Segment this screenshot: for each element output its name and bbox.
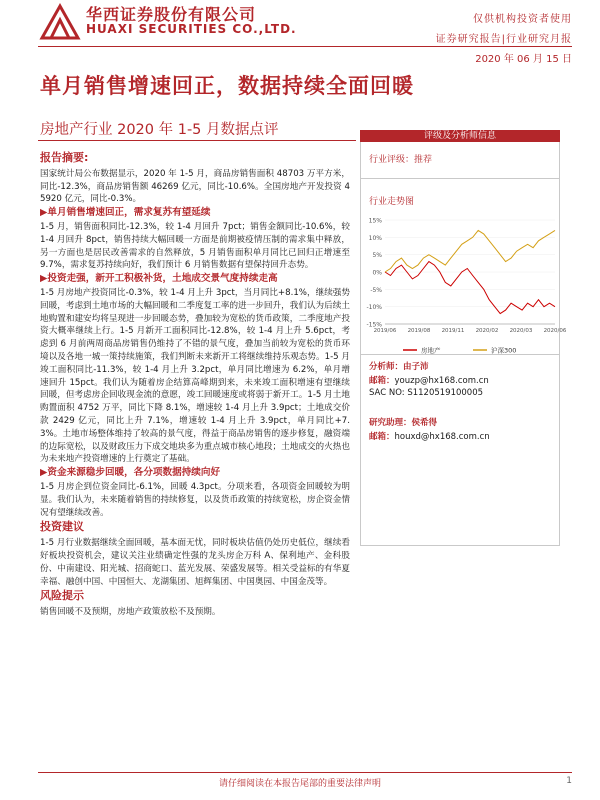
investment-advice-paragraph: 1-5 月行业数据继续全面回暖，基本面无忧，同时板块估值仍处历史低位，继续看好板块投资机会，建议关注业绩确定性强的龙头房企万科 A、保利地产、金科股份、中南建设、阳光城、招商蛇口、蓝光发展、荣盛发展等。相关受益标的有华夏幸福、融创中国、中国恒大、龙湖集团、旭辉集团、中国奥园、中国金茂等。 [40,538,350,587]
assistant-email[interactable]: houxd@hx168.com.cn [394,432,490,442]
risk-paragraph: 销售回暖不及预期，房地产政策放松不及预期。 [40,607,221,618]
company-name-cn: 华西证券股份有限公司 [86,5,257,24]
y-tick-label: -15% [366,321,382,329]
analyst-line [369,360,429,372]
subtitle-divider [38,140,356,141]
x-tick-label: 2019/11 [441,328,465,334]
bullet-sales: ▶单月销售增速回正，需求复苏有望延续 [40,207,211,219]
industry-rating: 行业评级：推荐 [369,155,433,165]
report-type-tag: 证券研究报告|行业研究月报 [435,34,572,45]
company-logo-icon [38,2,82,42]
report-subtitle: 房地产行业 2020 年 1-5 月数据点评 [40,122,279,138]
y-tick-label: 5% [372,252,382,260]
report-date: 2020 年 06 月 15 日 [475,54,572,65]
rating-divider [361,178,559,179]
footer-divider [38,772,572,773]
sales-paragraph: 1-5 月，销售面积同比-12.3%，较 1-4 月回升 7pct；销售金额同比-10.6%，较 1-4 月回升 8pct，销售持续大幅回暖一方面是前期被疫情压制的需求集中释放，另一方面也是居民改善需求的自然释放，5 月销售面积单月同比已回归正增速至 9.7%，需求复苏持续向好，我们预计 6 月销售数据有望保持回升态势。 [40,221,350,271]
x-tick-label: 2020/06 [543,328,567,334]
legal-notice: 请仔细阅读在本报告尾部的重要法律声明 [218,779,381,789]
analyst-label: 分析师： [369,362,404,372]
y-tick-label: -10% [366,304,382,312]
assistant-line [369,416,437,428]
header-divider [38,46,572,47]
summary-paragraph: 国家统计局公布数据显示，2020 年 1-5 月，商品房销售面积 48703 万平方米，同比-12.3%，商品房销售额 46269 亿元，同比-10.6%。全国房地产开发投资 45920 亿元，同比-0.3%。 [40,168,350,205]
series-line-1 [385,262,555,314]
audience-tag: 仅供机构投资者使用 [473,14,572,25]
company-name-en: HUAXI SECURITIES CO.,LTD. [86,22,297,36]
rating-panel-header: 评级及分析师信息 [360,130,560,142]
investment-advice-heading: 投资建议 [40,520,84,534]
analyst-name: 由子沛 [403,362,429,372]
x-tick-label: 2020/03 [509,328,533,334]
assistant-name: 侯希得 [411,418,438,428]
report-title: 单月销售增速回正，数据持续全面回暖 [40,74,414,98]
analyst-sac: SAC NO: S1120519100005 [369,388,484,398]
analyst-email-line [369,374,489,386]
y-tick-label: 0% [372,269,382,277]
analyst-email-label: 邮箱： [369,376,395,386]
x-tick-label: 2019/08 [407,328,431,334]
funding-paragraph: 1-5 月房企到位资金同比-6.1%，回暖 4.3pct。分项来看，各项资金回暖较为明显。我们认为，未来随着销售的持续修复，以及货币政策的持续宽松，房企资金情况有望继续改善。 [40,481,350,518]
risk-heading: 风险提示 [40,589,84,603]
x-tick-label: 2020/02 [475,328,499,334]
assistant-email-label: 邮箱： [369,432,395,442]
assistant-label: 研究助理： [369,418,412,428]
page-number: 1 [566,776,572,786]
trend-chart [363,212,567,364]
chart-divider [361,354,559,355]
y-tick-label: 10% [368,234,382,242]
report-body [40,150,350,619]
legend-label: 沪深300 [491,346,517,355]
series-line-2 [385,230,555,272]
y-tick-label: -5% [370,286,382,294]
investment-paragraph: 1-5 月房地产投资同比-0.3%，较 1-4 月上升 3pct，当月同比+8.1%，继续强势回暖，考虑到土地市场的大幅回暖和二季度复工率的进一步回升，我们认为后续土地购置和建安均将呈现进一步回暖态势，叠加较为宽松的货币政策，二季度地产投资大概率继续上行。1-5 月新开工面积同比-12.8%，较 1-4 月上升 5.6pct，考虑到 6 月前两周商品房销售仍维持了不错的景气度，叠加当前较为宽松的货币环境以及各地一城一策持续施策，我们判断未来新开工将继续维持乐观态势。1-5 月竣工面积同比-11.3%，较 1-4 月上升 3.2pct，单月同比增速为 6.2%，单月增速回升 15pct。我们认为随着房企结算高峰期到来，未来竣工面积增速有望继续回暖，但考虑房企回收现金流的意愿，竣工回暖速度或将弱于新开工。1-5 月土地购置面积 4752 万平，同比下降 8.1%，增速较 1-4 月上升 3.9pct；土地成交价款 2429 亿元，同比上升 7.1%，增速较 1-4 月上升 3.9pct，单月同比+7.3%。土地市场整体维持了较高的景气度，得益于商品房销售的逐步修复，融资端的边际宽松，以及财政压力下成交地块多为重点城市核心地段；土地成交的火热也为未来地产投资增速的上行奠定了基础。 [40,287,350,465]
assistant-email-line [369,430,490,442]
analyst-email[interactable]: youzp@hx168.com.cn [394,376,489,386]
bullet-funding: ▶资金来源稳步回暖，各分项数据持续向好 [40,467,221,479]
y-tick-label: 15% [368,217,382,225]
summary-heading: 报告摘要: [40,151,89,164]
x-tick-label: 2019/06 [373,328,397,334]
rating-panel [360,142,567,546]
trend-chart-title: 行业走势图 [369,197,415,207]
legend-label: 房地产 [421,346,441,355]
bullet-investment: ▶投资走强，新开工积极补货，土地成交景气度持续走高 [40,273,278,285]
